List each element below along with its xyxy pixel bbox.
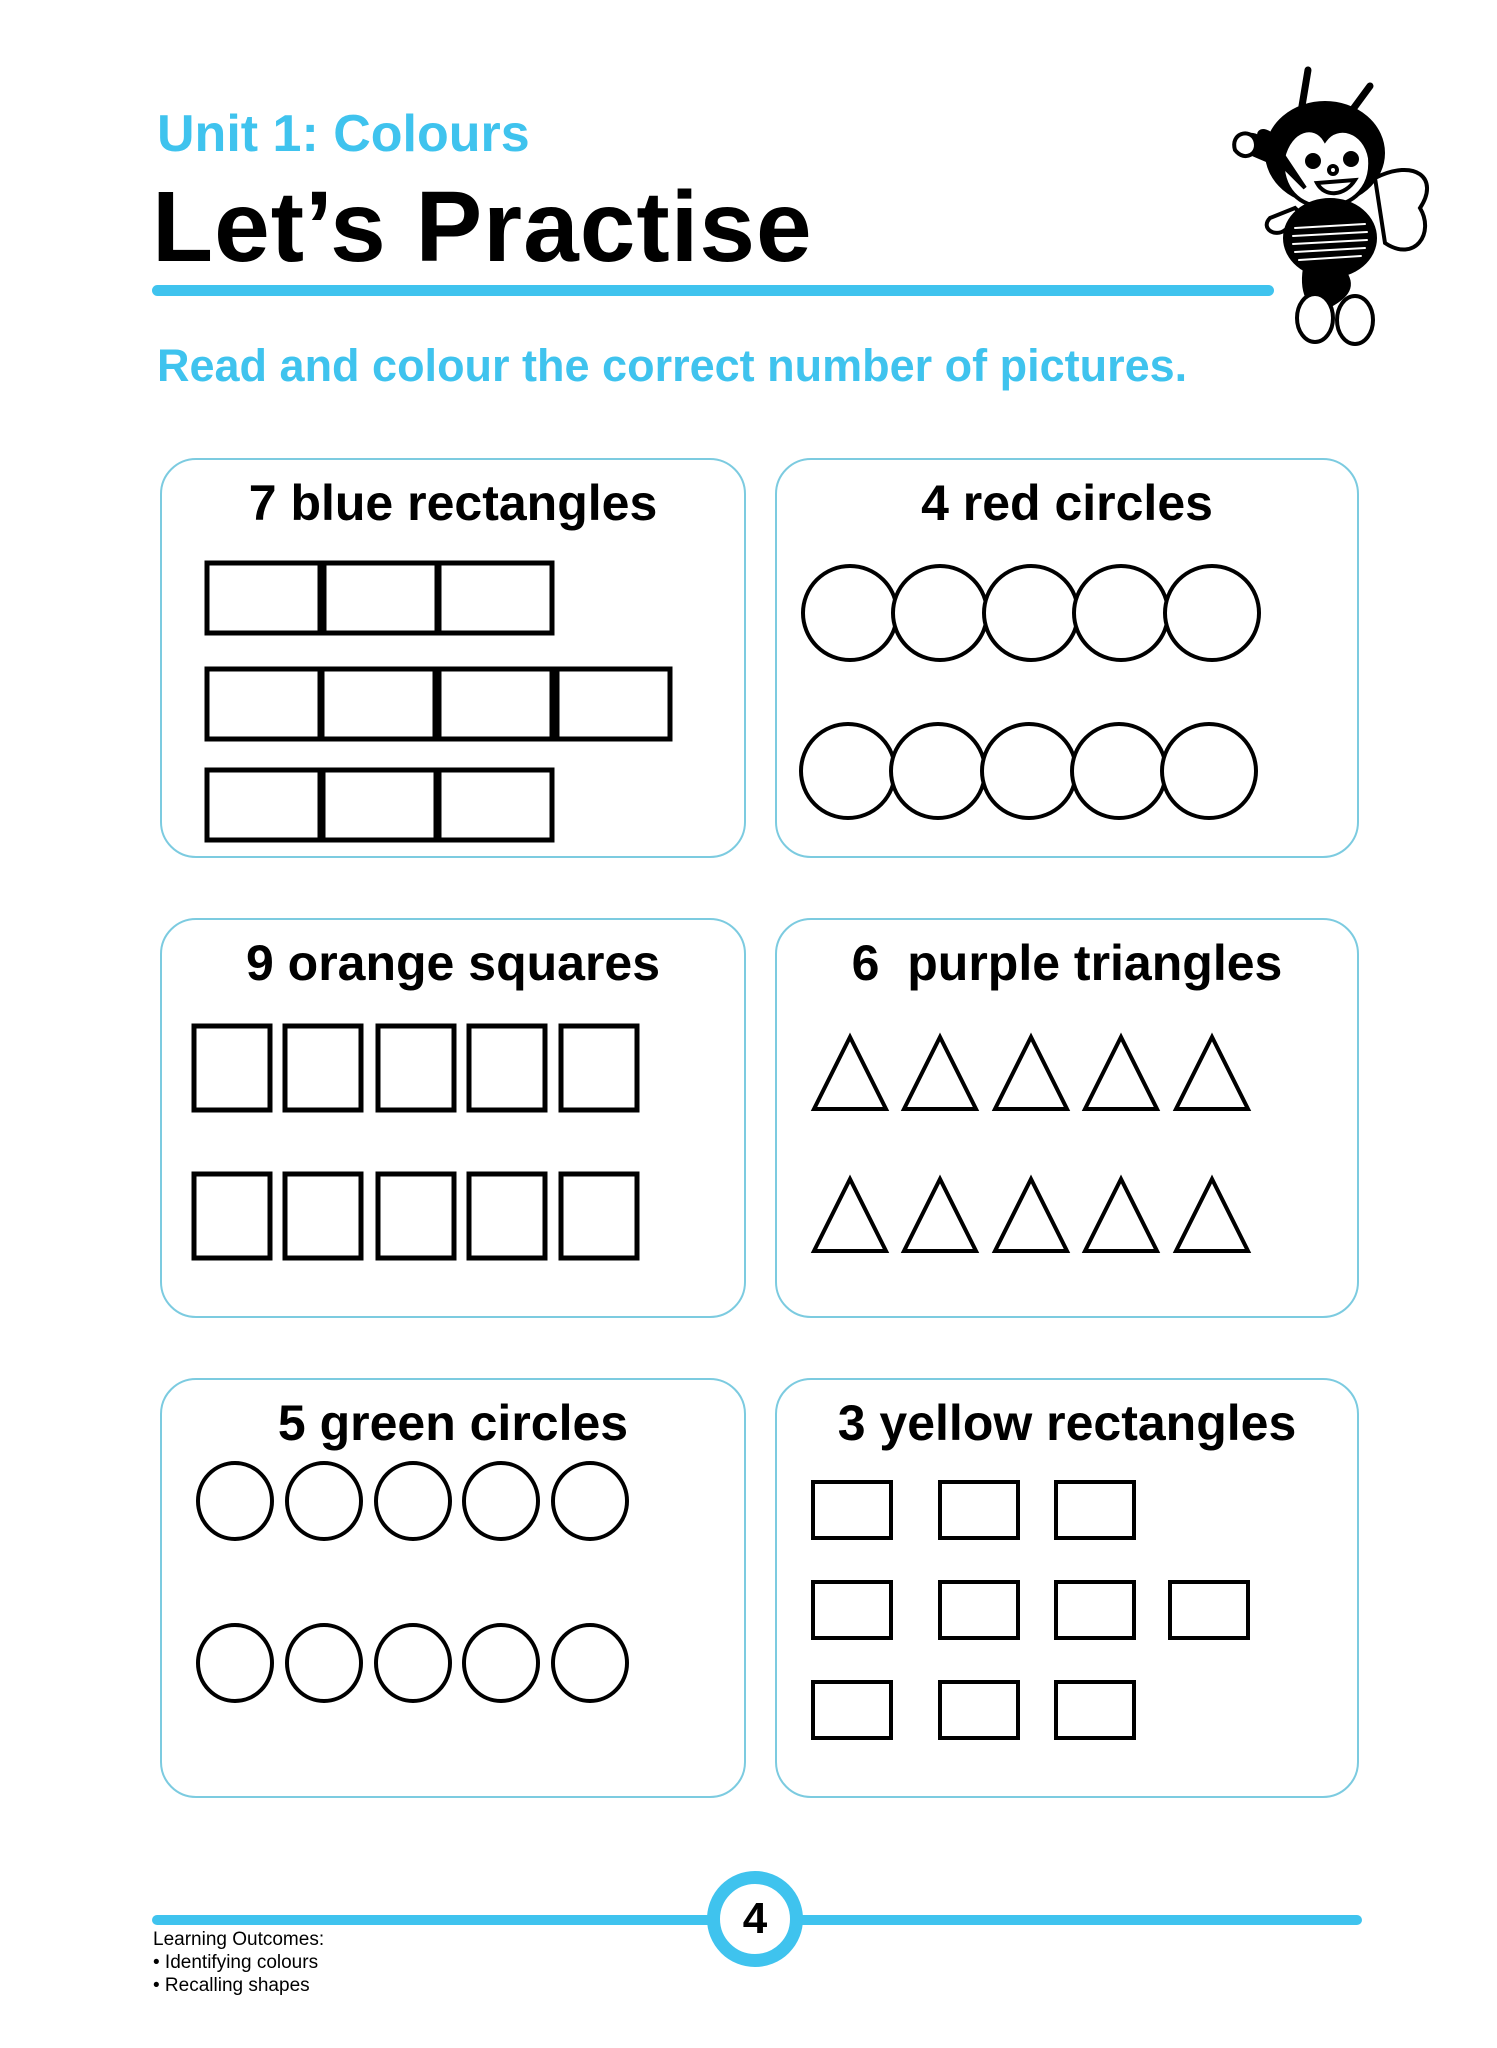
rectangle-shape[interactable] bbox=[1056, 1582, 1134, 1638]
header-divider bbox=[152, 285, 1274, 296]
rectangle-shape[interactable] bbox=[322, 669, 435, 739]
card-title: 3 yellow rectangles bbox=[837, 1395, 1297, 1451]
rectangle-shape[interactable] bbox=[439, 563, 552, 633]
square-shape[interactable] bbox=[469, 1174, 545, 1258]
shape-grid bbox=[777, 920, 1361, 1320]
shape-grid bbox=[162, 1380, 748, 1800]
exercise-card-orange-squares bbox=[160, 918, 746, 1318]
square-shape[interactable] bbox=[194, 1174, 270, 1258]
rectangle-shape[interactable] bbox=[1170, 1582, 1248, 1638]
triangle-shape[interactable] bbox=[1176, 1179, 1248, 1251]
rectangle-shape[interactable] bbox=[439, 770, 552, 840]
bee-mascot-icon bbox=[1205, 58, 1435, 358]
triangle-shape[interactable] bbox=[1085, 1037, 1157, 1109]
square-shape[interactable] bbox=[285, 1026, 361, 1110]
rectangle-shape[interactable] bbox=[207, 563, 320, 633]
triangle-shape[interactable] bbox=[995, 1037, 1067, 1109]
circle-shape[interactable] bbox=[553, 1625, 627, 1701]
exercise-card-yellow-rectangles bbox=[775, 1378, 1359, 1798]
square-shape[interactable] bbox=[285, 1174, 361, 1258]
exercise-card-blue-rectangles bbox=[160, 458, 746, 858]
card-title: 7 blue rectangles bbox=[248, 475, 658, 531]
page-number: 4 bbox=[742, 1894, 768, 1943]
circle-shape[interactable] bbox=[376, 1463, 450, 1539]
rectangle-shape[interactable] bbox=[323, 770, 436, 840]
rectangle-shape[interactable] bbox=[207, 770, 320, 840]
learning-outcomes bbox=[153, 1928, 324, 1997]
circle-shape[interactable] bbox=[198, 1625, 272, 1701]
shape-grid bbox=[777, 460, 1361, 860]
rectangle-shape[interactable] bbox=[940, 1482, 1018, 1538]
circle-shape[interactable] bbox=[376, 1625, 450, 1701]
instruction-text: Read and colour the correct number of pictures. bbox=[157, 340, 1188, 391]
triangle-shape[interactable] bbox=[1176, 1037, 1248, 1109]
triangle-shape[interactable] bbox=[1085, 1179, 1157, 1251]
circle-shape[interactable] bbox=[1072, 724, 1166, 818]
circle-shape[interactable] bbox=[1074, 566, 1168, 660]
triangle-shape[interactable] bbox=[904, 1037, 976, 1109]
circle-shape[interactable] bbox=[1165, 566, 1259, 660]
card-title: 9 orange squares bbox=[245, 935, 661, 991]
circle-shape[interactable] bbox=[984, 566, 1078, 660]
shape-grid bbox=[162, 920, 748, 1320]
circle-shape[interactable] bbox=[801, 724, 895, 818]
learning-outcome-item: • Recalling shapes bbox=[153, 1975, 310, 1996]
rectangle-shape[interactable] bbox=[324, 563, 437, 633]
circle-shape[interactable] bbox=[198, 1463, 272, 1539]
exercise-card-red-circles bbox=[775, 458, 1359, 858]
triangle-shape[interactable] bbox=[814, 1037, 886, 1109]
rectangle-shape[interactable] bbox=[813, 1682, 891, 1738]
page-number-badge bbox=[707, 1871, 803, 1967]
rectangle-shape[interactable] bbox=[813, 1482, 891, 1538]
circle-shape[interactable] bbox=[982, 724, 1076, 818]
square-shape[interactable] bbox=[378, 1174, 454, 1258]
rectangle-shape[interactable] bbox=[940, 1582, 1018, 1638]
card-title: 4 red circles bbox=[921, 475, 1213, 531]
triangle-shape[interactable] bbox=[814, 1179, 886, 1251]
rectangle-shape[interactable] bbox=[940, 1682, 1018, 1738]
triangle-shape[interactable] bbox=[904, 1179, 976, 1251]
unit-title: Unit 1: Colours bbox=[157, 105, 530, 163]
circle-shape[interactable] bbox=[464, 1463, 538, 1539]
rectangle-shape[interactable] bbox=[813, 1582, 891, 1638]
rectangle-shape[interactable] bbox=[207, 669, 320, 739]
exercise-card-purple-triangles bbox=[775, 918, 1359, 1318]
circle-shape[interactable] bbox=[287, 1625, 361, 1701]
rectangle-shape[interactable] bbox=[557, 669, 670, 739]
circle-shape[interactable] bbox=[803, 566, 897, 660]
rectangle-shape[interactable] bbox=[1056, 1482, 1134, 1538]
square-shape[interactable] bbox=[378, 1026, 454, 1110]
circle-shape[interactable] bbox=[464, 1625, 538, 1701]
shape-grid bbox=[162, 460, 748, 860]
circle-shape[interactable] bbox=[891, 724, 985, 818]
circle-shape[interactable] bbox=[893, 566, 987, 660]
circle-shape[interactable] bbox=[553, 1463, 627, 1539]
triangle-shape[interactable] bbox=[995, 1179, 1067, 1251]
exercise-card-green-circles bbox=[160, 1378, 746, 1798]
learning-outcome-item: • Identifying colours bbox=[153, 1952, 319, 1973]
square-shape[interactable] bbox=[561, 1174, 637, 1258]
square-shape[interactable] bbox=[469, 1026, 545, 1110]
rectangle-shape[interactable] bbox=[439, 669, 552, 739]
card-title: 6 purple triangles bbox=[851, 935, 1283, 991]
card-title: 5 green circles bbox=[277, 1395, 629, 1451]
circle-shape[interactable] bbox=[1162, 724, 1256, 818]
rectangle-shape[interactable] bbox=[1056, 1682, 1134, 1738]
square-shape[interactable] bbox=[561, 1026, 637, 1110]
learning-outcomes-title: Learning Outcomes: bbox=[153, 1929, 325, 1950]
circle-shape[interactable] bbox=[287, 1463, 361, 1539]
page-title: Let’s Practise bbox=[152, 171, 813, 283]
shape-grid bbox=[777, 1380, 1361, 1800]
square-shape[interactable] bbox=[194, 1026, 270, 1110]
